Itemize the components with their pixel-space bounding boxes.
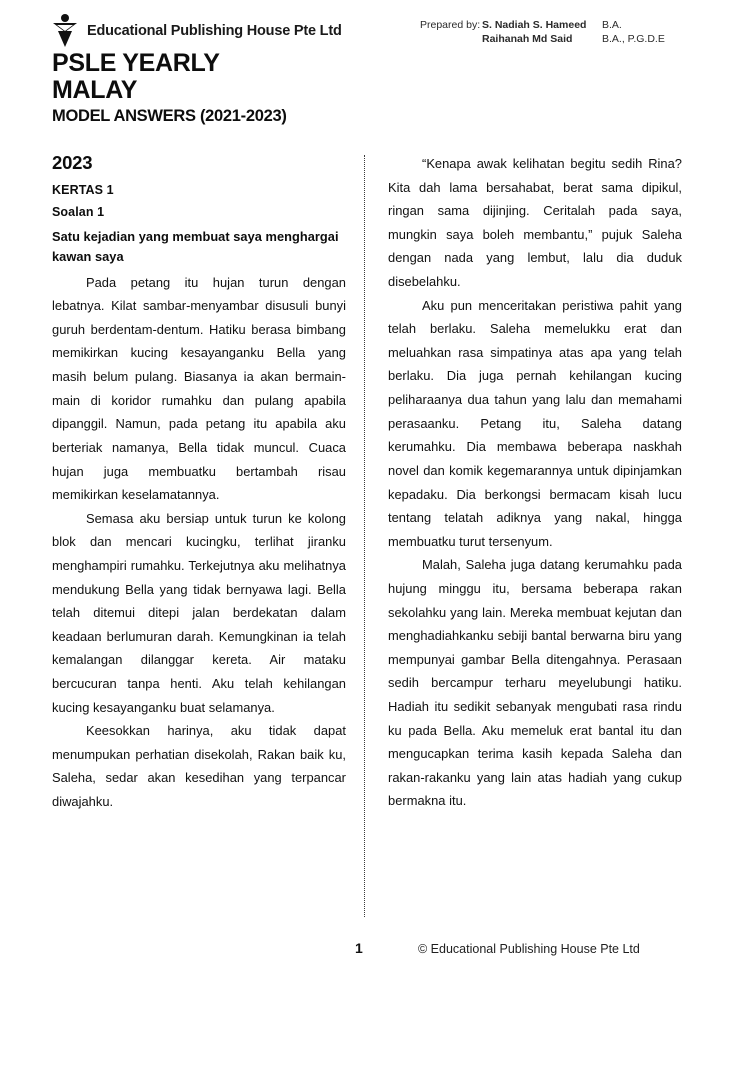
page-footer [0, 940, 733, 966]
author-name-2: Raihanah Md Said [482, 33, 573, 46]
masthead [0, 8, 733, 54]
author-qualification-1: B.A. [602, 19, 622, 31]
funnel-figure-logo-icon [52, 14, 78, 48]
left-paragraph-2: Semasa aku bersiap untuk turun ke kolong blok dan mencari kucingku, terlihat jiranku menghampiri rumahku. Terkejutnya aku melihatnya mendukung Bella yang tidak bernyawa lagi. Bella telah ditemui ditepi jalan berdekatan dalam keadaan berlumuran darah. Kemungkinan ia telah kemalangan dilanggar kereta. Air mataku bercucuran tanpa henti. Aku telah kehilangan kucing kesayanganku buat selamanya. [52, 510, 346, 715]
year-heading: 2023 [52, 152, 93, 173]
question-title: Satu kejadian yang membuat saya menghargai kawan saya [52, 229, 339, 264]
author-qualification-2: B.A., P.G.D.E [602, 33, 665, 46]
publisher-name: Educational Publishing House Pte Ltd [87, 23, 342, 39]
question-number-heading: Soalan 1 [52, 205, 105, 219]
left-paragraph-3: Keesokkan harinya, aku tidak dapat menumpukan perhatian disekolah, Rakan baik ku, Saleha, sedar akan kesedihan yang terpancar diwajahku. [52, 723, 346, 810]
left-column [52, 152, 346, 814]
left-paragraph-1: Pada petang itu hujan turun dengan lebatnya. Kilat sambar-menyambar disusuli bunyi guruh berdentam-dentum. Hatiku berasa bimbang memikirkan kucing kesayanganku Bella yang masih belum pulang. Biasanya ia akan bermain-main di koridor rumahku dan pulang apabila dipanggil. Namun, pada petang itu apabila aku berteriak namanya, Bella tidak muncul. Cuaca hujan juga membuatku bertambah risau memikirkan keselamatannya. [52, 274, 346, 503]
right-column [388, 152, 682, 813]
right-paragraph-3: Malah, Saleha juga datang kerumahku pada hujung minggu itu, bersama beberapa rakan sekolahku yang lain. Mereka membuat kejutan dan menghadiahkanku sebiji bantal berwarna biru yang mempunyai gambar Bella ditengahnya. Perasaan sedih bercampur terharu meyelubungi hatiku. Hadiah itu sedikit sebanyak mengubati rasa rindu ku pada Bella. Aku memeluk erat bantal itu dan mengucapkan terima kasih kepada Saleha dan rakan-rakanku yang lain atas hadiah yang cukup bermakna itu. [388, 557, 682, 809]
prepared-by-label: Prepared by: [420, 19, 481, 31]
copyright-notice: © Educational Publishing House Pte Ltd [418, 942, 640, 956]
page-title [52, 50, 287, 127]
publisher-brand [52, 14, 342, 48]
title-line-2: MALAY [52, 76, 138, 104]
content-columns [52, 152, 682, 922]
title-line-1: PSLE YEARLY [52, 49, 220, 77]
page-number: 1 [355, 940, 363, 956]
prepared-by-row-2 [420, 32, 665, 46]
prepared-by-block [420, 18, 665, 46]
prepared-by-row-1 [420, 18, 665, 32]
right-paragraph-1: “Kenapa awak kelihatan begitu sedih Rina? Kita dah lama bersahabat, berat sama dipikul, ringan sama dijinjing. Ceritalah pada saya, mungkin saya boleh membantu,” pujuk Saleha dengan nada yang lembut, lalu dia duduk disebelahku. [388, 156, 682, 290]
author-name-1: S. Nadiah S. Hameed [482, 19, 587, 31]
title-line-3: MODEL ANSWERS (2021-2023) [52, 107, 287, 125]
right-paragraph-2: Aku pun menceritakan peristiwa pahit yang telah berlaku. Saleha memelukku erat dan meluahkan rasa simpatinya atas apa yang telah berlaku. Dia juga pernah kehilangan kucing peliharaanya dua tahun yang lalu dan memahami perasaanku. Petang itu, Saleha datang kerumahku. Dia membawa beberapa naskhah novel dan komik kegemarannya untuk dipinjamkan kepadaku. Dia berkongsi bermacam kisah lucu tentang telatah adiknya yang nakal, hingga membuatku turut tersenyum. [388, 297, 682, 549]
paper-heading: KERTAS 1 [52, 183, 114, 197]
column-divider [364, 155, 365, 917]
